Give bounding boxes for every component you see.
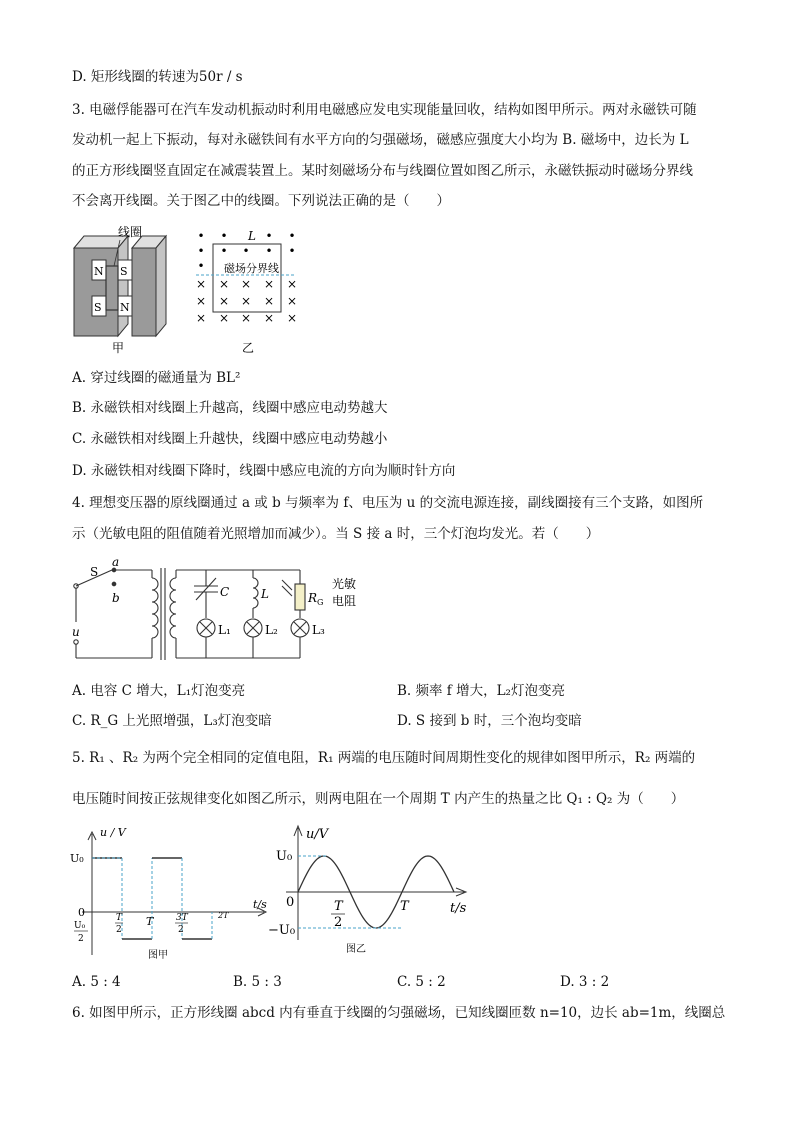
jia-tick-t1-den: 2 xyxy=(116,925,122,935)
jia-neg-den: 2 xyxy=(78,934,84,944)
q3-line4: 不会离开线圈。关于图乙中的线圈。下列说法正确的是（ ） xyxy=(72,193,450,209)
q5-option-b: B. 5 : 3 xyxy=(233,974,282,990)
jia-tick-t1-num: T xyxy=(116,913,123,923)
lamp-l1-label: L₁ xyxy=(218,623,231,637)
inductor-label: L xyxy=(261,587,269,601)
terminal-b: b xyxy=(112,591,120,605)
q5-option-c: C. 5 : 2 xyxy=(397,974,446,990)
lamp-l3-label: L₃ xyxy=(312,623,325,637)
magnet-n1: N xyxy=(94,265,104,278)
terminal-a: a xyxy=(112,556,120,569)
svg-text:×: × xyxy=(218,311,230,325)
q4-option-a: A. 电容 C 增大，L₁灯泡变亮 xyxy=(72,683,246,699)
q6-line1: 6. 如图甲所示，正方形线圈 abcd 内有垂直于线圈的匀强磁场，已知线圈匝数 n=10，边长 ab=1m，线圈总 xyxy=(72,1005,726,1021)
capacitor-label: C xyxy=(220,585,230,599)
svg-text:×: × xyxy=(286,277,298,291)
magnet-n2: N xyxy=(120,301,130,314)
jia-ylabel: u / V xyxy=(100,826,126,839)
yi-u0: U₀ xyxy=(276,849,293,864)
field-grid-yi xyxy=(196,229,297,325)
q4-option-d: D. S 接到 b 时，三个泡均变暗 xyxy=(397,713,582,729)
chart-q5-yi xyxy=(268,822,474,962)
yi-tick-t1-num: T xyxy=(334,899,343,914)
svg-text:•: • xyxy=(265,229,273,243)
jia-neg-num: U₀ xyxy=(74,921,86,931)
svg-text:•: • xyxy=(265,244,273,258)
svg-text:×: × xyxy=(195,294,207,308)
q3-option-c: C. 永磁铁相对线圈上升越快，线圈中感应电动势越小 xyxy=(72,431,388,447)
yi-ylabel: u/V xyxy=(306,827,329,842)
svg-text:×: × xyxy=(218,294,230,308)
magnet-s1: S xyxy=(120,265,128,278)
jia-tick-t4: 2T xyxy=(218,911,229,920)
jia-zero: 0 xyxy=(78,906,85,919)
svg-text:×: × xyxy=(195,311,207,325)
svg-text:×: × xyxy=(218,277,230,291)
q5-option-a: A. 5 : 4 xyxy=(72,974,121,990)
svg-text:•: • xyxy=(288,229,296,243)
svg-text:•: • xyxy=(242,244,250,258)
resistor-label: $R_G$ xyxy=(308,591,324,607)
coil-label: 线圈 xyxy=(118,225,143,239)
svg-text:×: × xyxy=(263,277,275,291)
q4-line2: 示（光敏电阻的阻值随着光照增加而减少）。当 S 接 a 时，三个灯泡均发光。若（ ） xyxy=(72,526,600,542)
q5-line2: 电压随时间按正弦规律变化如图乙所示，则两电阻在一个周期 T 内产生的热量之比 Q₁ : Q₂ 为（ ） xyxy=(72,791,685,807)
jia-xlabel: t/s xyxy=(253,898,267,911)
photoresistor-text-2: 电阻 xyxy=(332,594,357,608)
svg-text:×: × xyxy=(286,294,298,308)
q3-line3: 的正方形线圈竖直固定在减震装置上。某时刻磁场分布与线圈位置如图乙所示，永磁铁振动时磁场分界线 xyxy=(72,163,693,179)
svg-text:×: × xyxy=(240,277,252,291)
caption-jia: 甲 xyxy=(112,341,125,355)
photoresistor-text-1: 光敏 xyxy=(332,577,357,591)
svg-text:×: × xyxy=(240,294,252,308)
yi-xlabel: t/s xyxy=(450,901,467,916)
figure-q3 xyxy=(68,218,308,358)
option-d-prev: D. 矩形线圈的转速为50r / s xyxy=(72,69,243,85)
q3-line2: 发动机一起上下振动，每对永磁铁间有水平方向的匀强磁场，磁感应强度大小均为 B. 磁场中，边长为 L xyxy=(72,132,689,148)
q3-option-b: B. 永磁铁相对线圈上升越高，线圈中感应电动势越大 xyxy=(72,400,388,416)
yi-tick-t1-den: 2 xyxy=(334,915,343,930)
q4-option-c: C. R_G 上光照增强，L₃灯泡变暗 xyxy=(72,713,272,729)
magnet-assembly-jia xyxy=(74,236,166,336)
yi-caption: 图乙 xyxy=(346,944,366,955)
q5-option-d: D. 3 : 2 xyxy=(560,974,610,990)
q5-line1: 5. R₁ 、R₂ 为两个完全相同的定值电阻，R₁ 两端的电压随时间周期性变化的规律如图甲所示，R₂ 两端的 xyxy=(72,750,696,766)
svg-text:×: × xyxy=(195,277,207,291)
boundary-label: 磁场分界线 xyxy=(224,262,279,275)
jia-caption: 图甲 xyxy=(148,950,168,961)
yi-zero: 0 xyxy=(286,895,295,910)
svg-text:•: • xyxy=(197,259,205,273)
q3-option-d: D. 永磁铁相对线圈下降时，线圈中感应电流的方向为顺时针方向 xyxy=(72,463,456,479)
q3-line1: 3. 电磁俘能器可在汽车发动机振动时利用电磁感应发电实现能量回收，结构如图甲所示。两对永磁铁可随 xyxy=(72,102,697,118)
chart-q5-jia xyxy=(68,820,278,962)
lamp-l2-label: L₂ xyxy=(265,623,278,637)
q4-option-b: B. 频率 f 增大，L₂灯泡变亮 xyxy=(397,683,565,699)
svg-text:•: • xyxy=(288,244,296,258)
source-u: u xyxy=(72,625,80,639)
q3-option-a: A. 穿过线圈的磁通量为 BL² xyxy=(72,370,241,386)
svg-text:•: • xyxy=(197,244,205,258)
jia-u0: U₀ xyxy=(70,852,84,865)
switch-label: S xyxy=(90,565,99,579)
svg-text:•: • xyxy=(220,229,228,243)
svg-text:•: • xyxy=(197,229,205,243)
svg-text:×: × xyxy=(263,294,275,308)
coil-side-l: L xyxy=(248,229,256,243)
q4-line1: 4. 理想变压器的原线圈通过 a 或 b 与频率为 f、电压为 u 的交流电源连接，副线圈接有三个支路，如图所 xyxy=(72,495,704,511)
jia-tick-t3-num: 3T xyxy=(176,913,188,923)
yi-neg-u0: −U₀ xyxy=(268,923,296,938)
jia-tick-t2: T xyxy=(146,915,154,928)
caption-yi: 乙 xyxy=(242,341,255,355)
svg-text:×: × xyxy=(263,311,275,325)
yi-tick-t2: T xyxy=(400,899,409,914)
svg-text:•: • xyxy=(220,244,228,258)
jia-tick-t3-den: 2 xyxy=(178,925,184,935)
magnet-s2: S xyxy=(94,301,102,314)
svg-text:×: × xyxy=(240,311,252,325)
figure-q4 xyxy=(68,556,378,668)
svg-text:×: × xyxy=(286,311,298,325)
